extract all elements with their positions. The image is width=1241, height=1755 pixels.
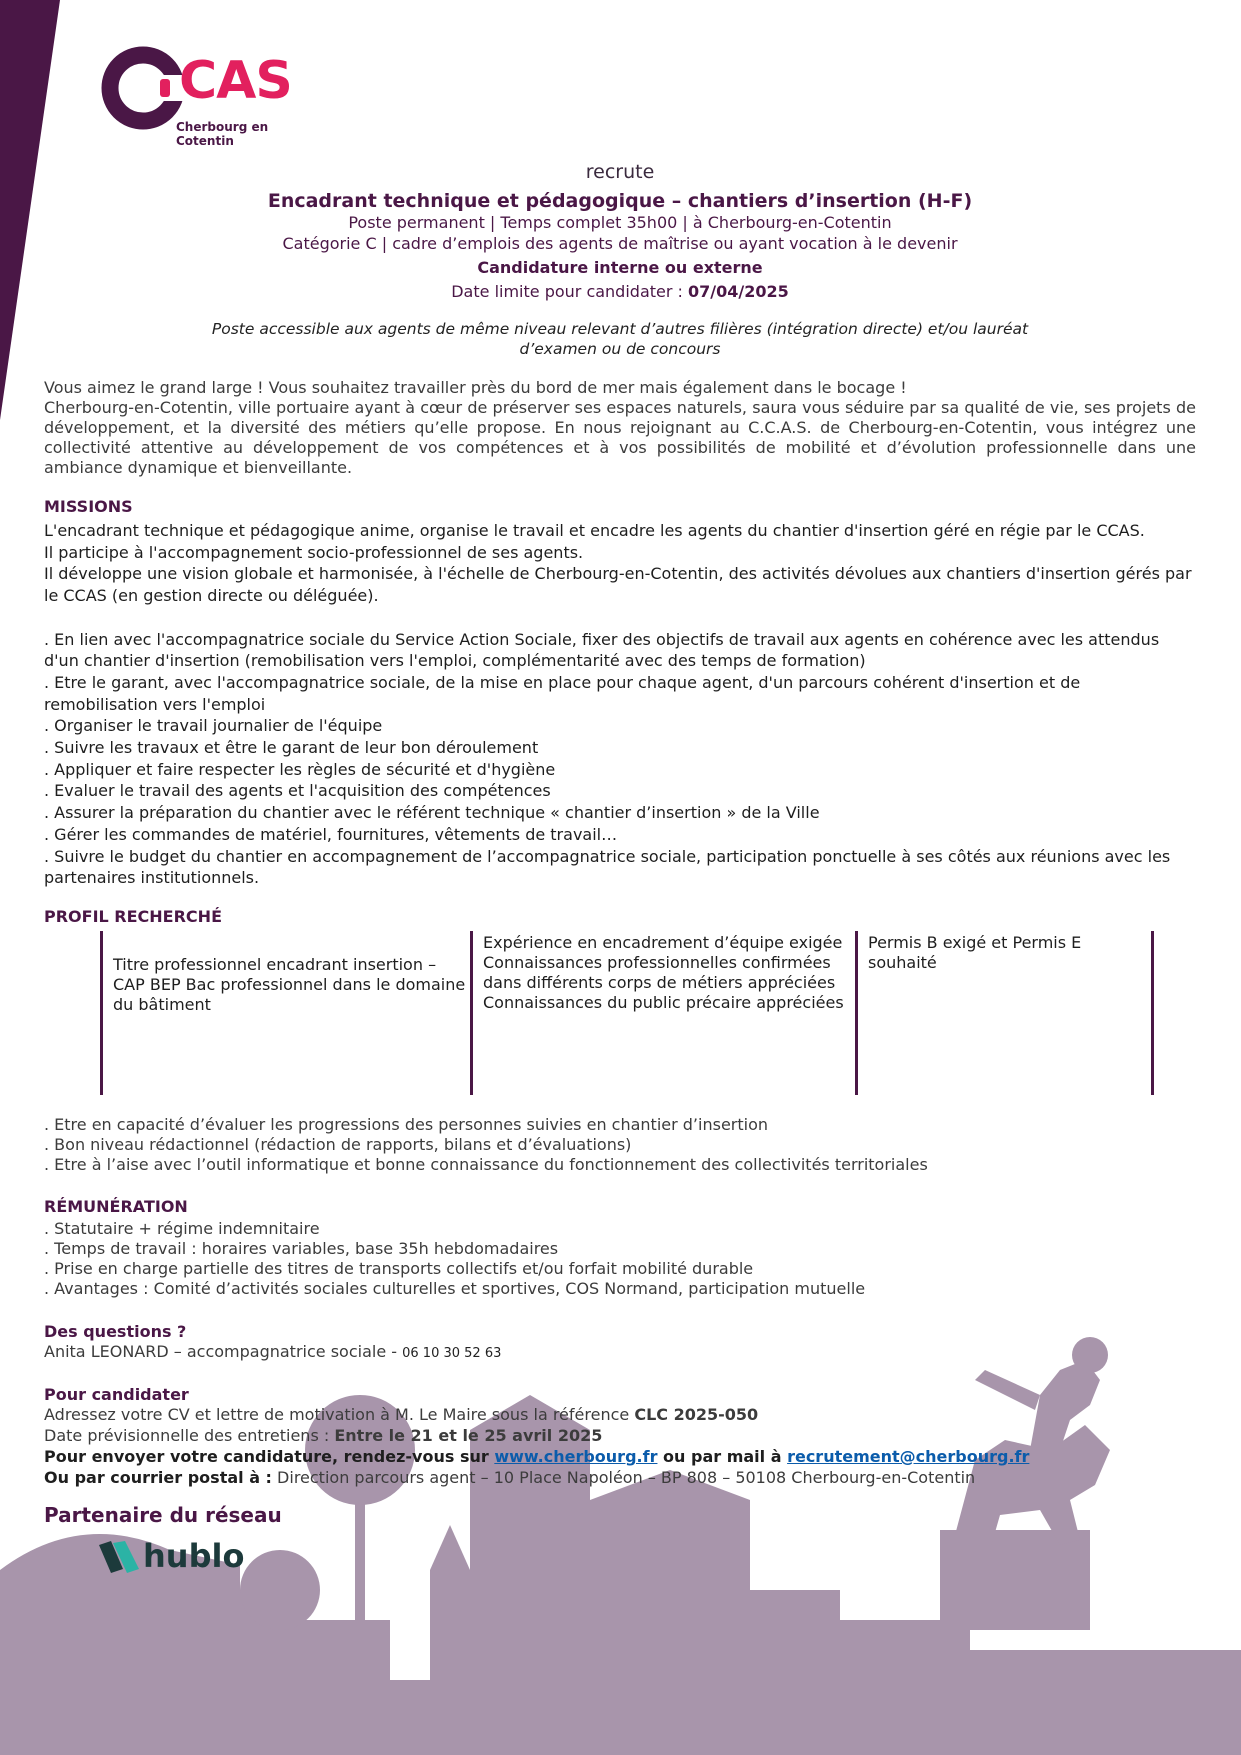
access-note xyxy=(150,319,1090,359)
mission-item: . En lien avec l'accompagnatrice sociale du Service Action Sociale, fixer des objectifs de travail aux agents en cohérence avec les attendus d'un chantier d'insertion (remobilisation vers l'emploi, complémentarité avec des temps de formation) xyxy=(44,629,1160,671)
profile-col-experience xyxy=(470,931,855,1095)
mission-item: . Etre le garant, avec l'accompagnatrice sociale, de la mise en place pour chaque agent, d'un parcours cohérent d'insertion et de remobilisation vers l'emploi xyxy=(44,672,1081,714)
profile-table-end xyxy=(1151,931,1154,1095)
remuneration-item: . Temps de travail : horaires variables, base 35h hebdomadaires xyxy=(44,1239,559,1258)
logo-wordmark: CAS xyxy=(179,51,292,111)
profile-experience: Expérience en encadrement d’équipe exigée xyxy=(483,933,843,952)
profile-bullet: . Etre à l’aise avec l’outil informatique et bonne connaissance du fonctionnement des collectivités territoriales xyxy=(44,1155,928,1174)
missions-p2: Il participe à l'accompagnement socio-professionnel de ses agents. xyxy=(44,542,584,562)
access-note-line2: d’examen ou de concours xyxy=(519,340,721,358)
contact-dash: - xyxy=(391,1342,398,1361)
contact-phone[interactable]: 06 10 30 52 63 xyxy=(402,1346,502,1361)
deadline xyxy=(150,282,1090,301)
partner-title: Partenaire du réseau xyxy=(44,1503,282,1527)
apply-line1-text: Adressez votre CV et lettre de motivation à M. Le Maire sous la référence xyxy=(44,1405,630,1424)
profile-knowledge: Connaissances professionnelles confirmées dans différents corps de métiers appréciées xyxy=(483,953,836,992)
profile-public: Connaissances du public précaire appréciées xyxy=(483,993,844,1012)
contact xyxy=(44,1342,1196,1364)
interview-dates: Entre le 21 et le 25 avril 2025 xyxy=(334,1426,603,1445)
mission-item: . Appliquer et faire respecter les règles de sécurité et d'hygiène xyxy=(44,759,556,779)
remuneration-item: . Prise en charge partielle des titres de transports collectifs et/ou forfait mobilité durable xyxy=(44,1259,754,1278)
postal-address: Direction parcours agent – 10 Place Napoléon – BP 808 – 50108 Cherbourg-en-Cotentin xyxy=(277,1468,976,1487)
apply-reference: CLC 2025-050 xyxy=(634,1405,759,1424)
profile-bullet: . Bon niveau rédactionnel (rédaction de rapports, bilans et d’évaluations) xyxy=(44,1135,632,1154)
email-link[interactable]: recrutement@cherbourg.fr xyxy=(787,1447,1030,1466)
deadline-value: 07/04/2025 xyxy=(688,282,789,301)
contact-name: Anita LEONARD – accompagnatrice sociale xyxy=(44,1342,387,1361)
mission-item: . Assurer la préparation du chantier avec le référent technique « chantier d’insertion » de la Ville xyxy=(44,803,820,823)
profile-table xyxy=(100,931,1154,1095)
profile-bullets xyxy=(44,1115,1196,1175)
apply-body xyxy=(44,1404,1196,1488)
remuneration-title: RÉMUNÉRATION xyxy=(44,1197,188,1216)
remuneration-item: . Statutaire + régime indemnitaire xyxy=(44,1219,320,1238)
missions-p1: L'encadrant technique et pédagogique anime, organise le travail et encadre les agents du chantier d'insertion géré en régie par le CCAS. xyxy=(44,521,1145,540)
apply-line4 xyxy=(44,1467,1196,1488)
questions-title: Des questions ? xyxy=(44,1322,187,1341)
missions-p3: Il développe une vision globale et harmonisée, à l'échelle de Cherbourg-en-Cotentin, des activités dévolues aux chantiers d'insertion gérés par le CCAS (en gestion directe ou déléguée). xyxy=(44,564,1192,606)
hublo-mark xyxy=(97,1539,141,1575)
apply-line2 xyxy=(44,1425,1196,1446)
cherbourg-skyline-illustration xyxy=(0,1300,1241,1755)
profile-col-diploma xyxy=(100,931,470,1095)
profile-license: Permis B exigé et Permis E souhaité xyxy=(868,933,1082,972)
remuneration-list xyxy=(44,1219,1196,1299)
remuneration-item: . Avantages : Comité d’activités sociales culturelles et sportives, COS Normand, participation mutuelle xyxy=(44,1279,866,1298)
intro-paragraph: Cherbourg-en-Cotentin, ville portuaire ayant à cœur de préserver ses espaces naturels, saura vous séduire par sa qualité de vie, ses projets de développement, et la diversité des métiers qu’elle propose. En nous rejoignant au C.C.A.S. de Cherbourg-en-Cotentin, vous intégrez une collectivité attentive au développement de vos compétences et à vos possibilités de mobilité et d’évolution professionnelle dans une ambiance dynamique et bienveillante. xyxy=(44,398,1196,477)
apply-line3 xyxy=(44,1446,1196,1467)
apply-title: Pour candidater xyxy=(44,1385,189,1404)
candidature-type: Candidature interne ou externe xyxy=(477,258,763,277)
recrute-label: recrute xyxy=(585,161,655,183)
mission-item: . Organiser le travail journalier de l'équipe xyxy=(44,716,383,736)
logo-subtitle: Cherbourg en Cotentin xyxy=(176,120,269,148)
job-title: Encadrant technique et pédagogique – chantiers d’insertion (H-F) xyxy=(267,190,973,212)
decorative-wedge xyxy=(0,0,60,420)
mission-item: . Evaluer le travail des agents et l'acquisition des compétences xyxy=(44,781,551,801)
apply-line3-mid: ou par mail à xyxy=(663,1447,782,1466)
mission-item: . Suivre le budget du chantier en accompagnement de l’accompagnatrice sociale, participation ponctuelle à ses côtés aux réunions avec les partenaires institutionnels. xyxy=(44,846,1171,888)
job-subtitle-2: Catégorie C | cadre d’emplois des agents de maîtrise ou ayant vocation à le devenir xyxy=(282,234,958,253)
mission-item: . Gérer les commandes de matériel, fournitures, vêtements de travail… xyxy=(44,824,618,844)
postal-label: Ou par courrier postal à : xyxy=(44,1468,272,1487)
profile-col-license xyxy=(855,931,1151,1095)
apply-line1 xyxy=(44,1404,1196,1425)
ccas-logo xyxy=(100,45,325,148)
intro xyxy=(44,378,1196,478)
hublo-logo xyxy=(97,1535,257,1577)
job-subtitle-1: Poste permanent | Temps complet 35h00 | à Cherbourg-en-Cotentin xyxy=(348,213,892,232)
missions-body xyxy=(44,520,1196,889)
apply-line3-text: Pour envoyer votre candidature, rendez-vous sur xyxy=(44,1447,489,1466)
mission-item: . Suivre les travaux et être le garant de leur bon déroulement xyxy=(44,738,539,758)
hublo-wordmark: hublo xyxy=(143,1537,245,1575)
profile-title: PROFIL RECHERCHÉ xyxy=(44,907,222,926)
apply-line2-text: Date prévisionnelle des entretiens : xyxy=(44,1426,330,1445)
access-note-line1: Poste accessible aux agents de même niveau relevant d’autres filières (intégration directe) et/ou lauréat xyxy=(211,320,1029,338)
website-link[interactable]: www.cherbourg.fr xyxy=(494,1447,658,1466)
intro-line1: Vous aimez le grand large ! Vous souhaitez travailler près du bord de mer mais également dans le bocage ! xyxy=(44,378,907,397)
profile-diploma: Titre professionnel encadrant insertion – CAP BEP Bac professionnel dans le domaine du bâtiment xyxy=(113,955,466,1014)
profile-bullet: . Etre en capacité d’évaluer les progressions des personnes suivies en chantier d’insertion xyxy=(44,1115,769,1134)
missions-title: MISSIONS xyxy=(44,497,133,516)
deadline-label: Date limite pour candidater : xyxy=(451,282,683,301)
